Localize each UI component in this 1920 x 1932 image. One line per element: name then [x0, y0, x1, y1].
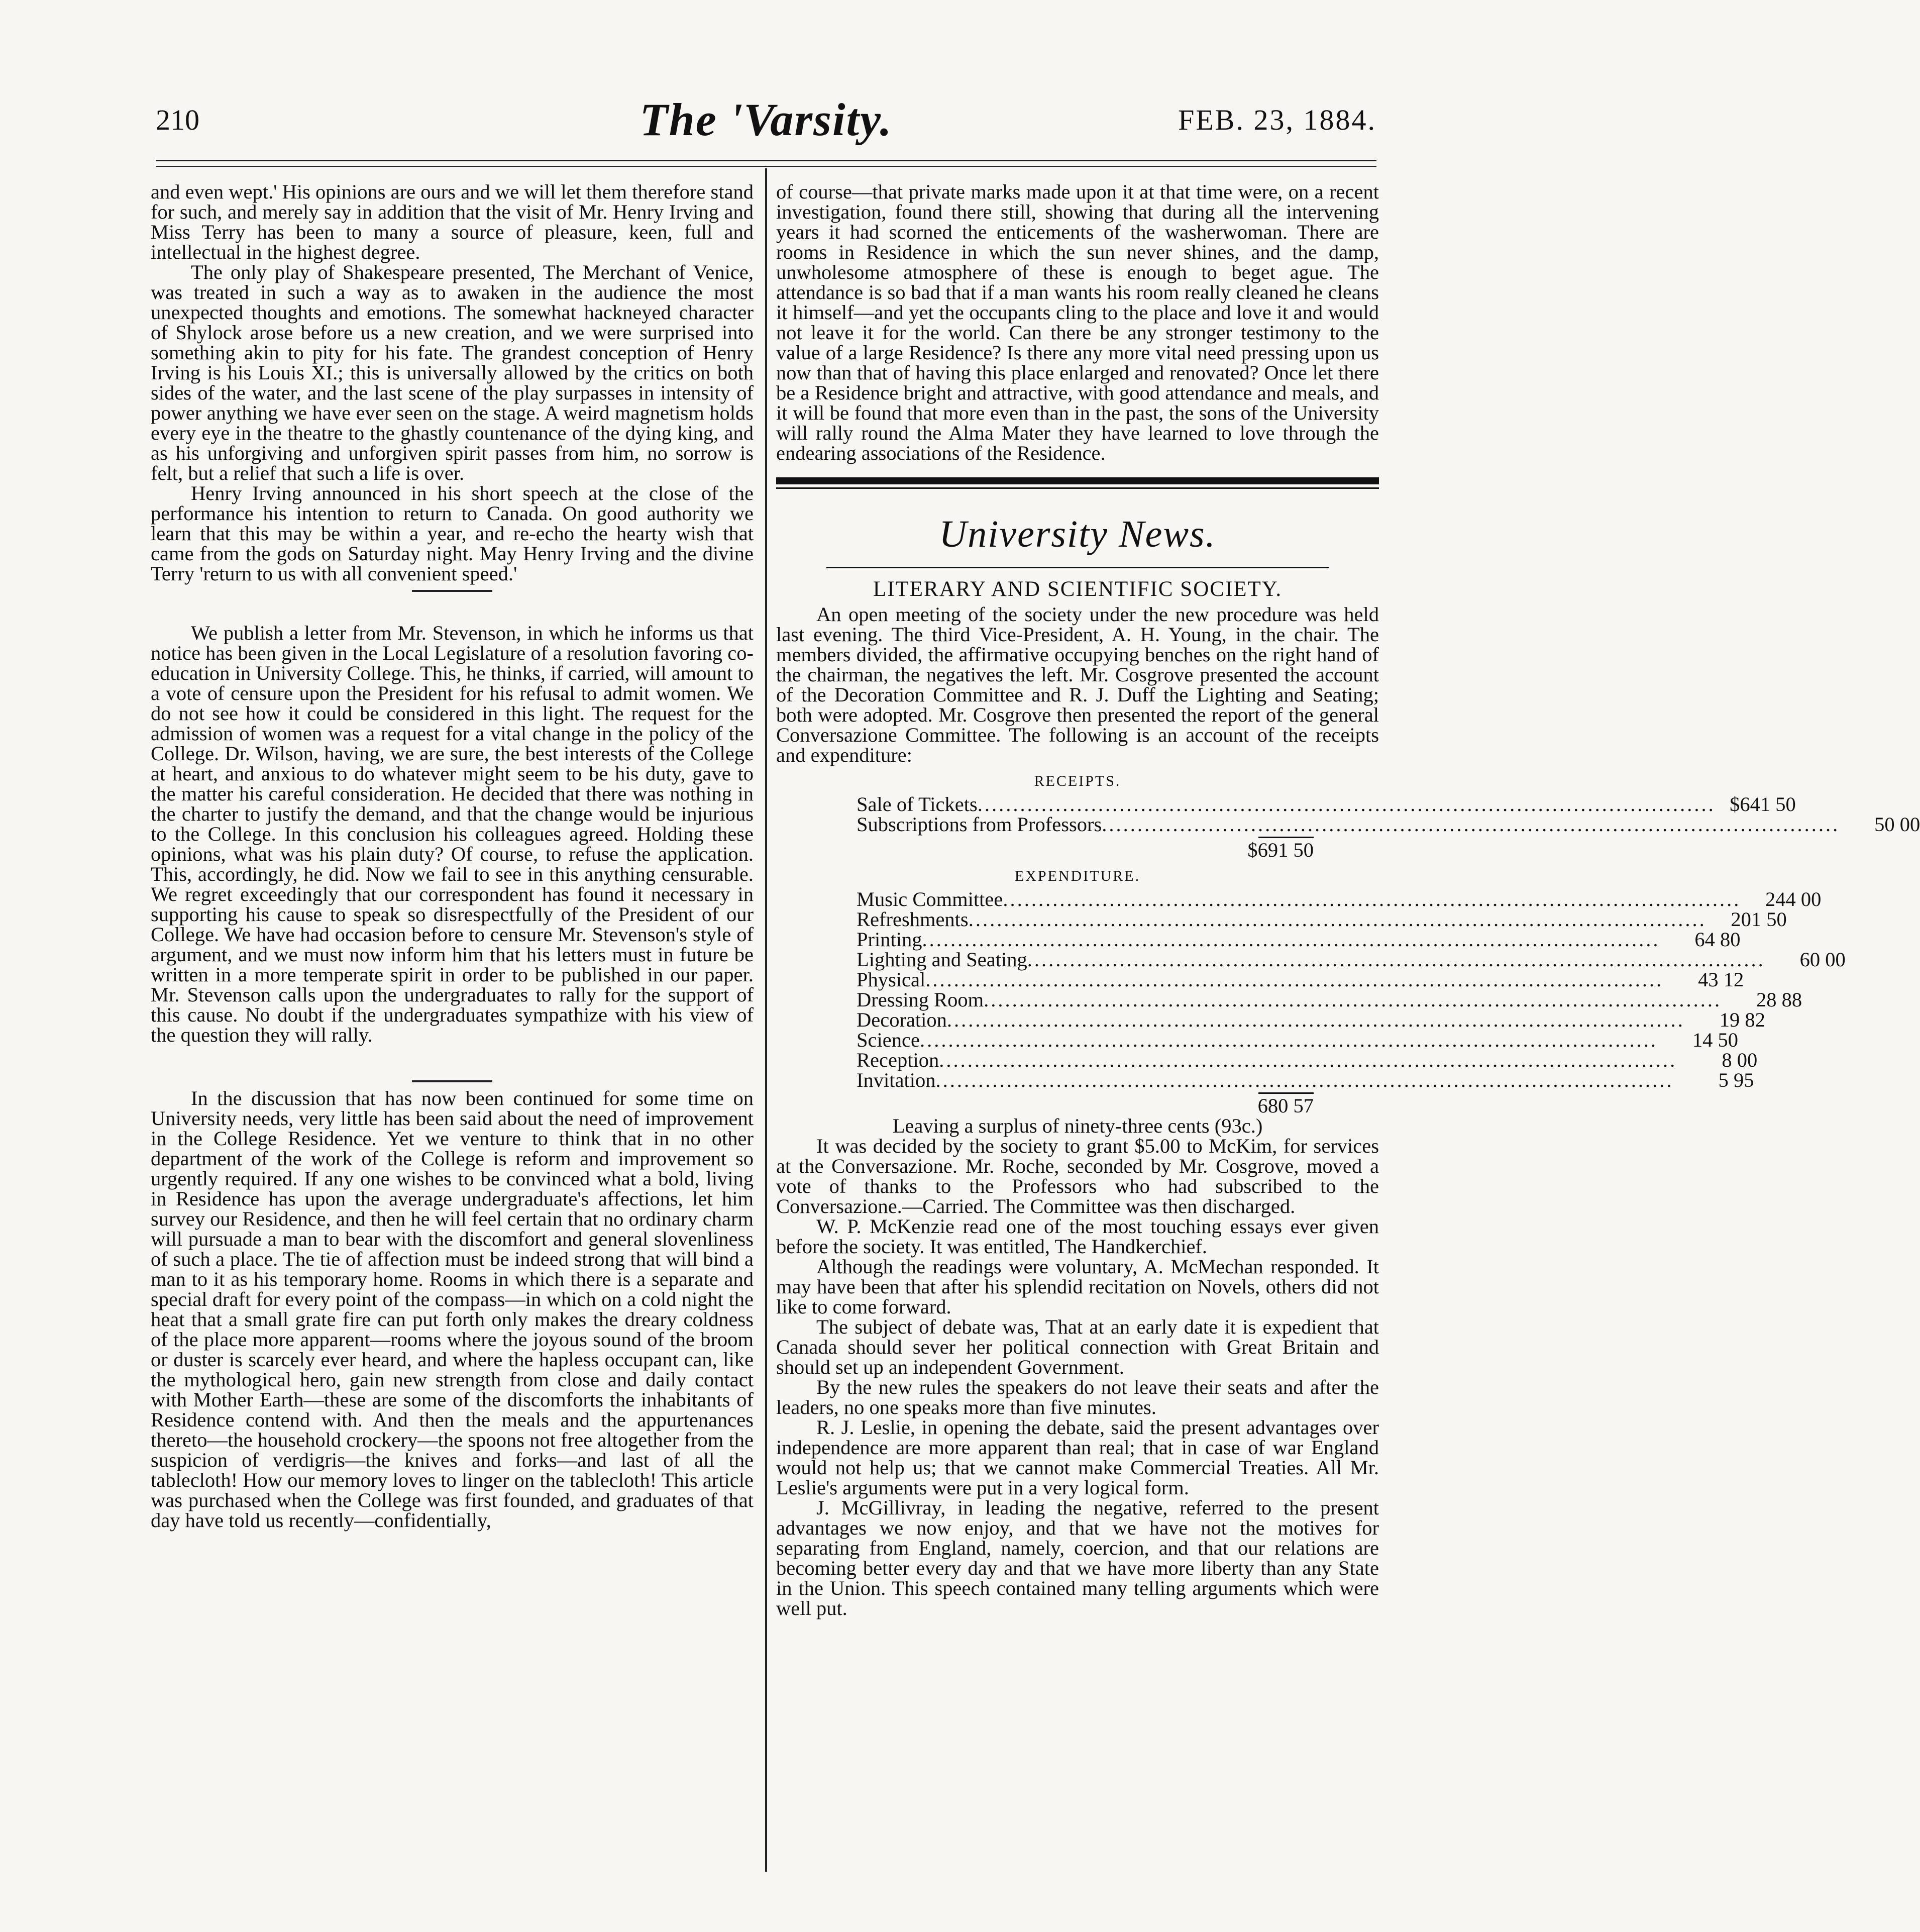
receipts-heading: RECEIPTS.	[1034, 773, 1121, 789]
ledger-row	[857, 928, 1741, 951]
paragraph: It was decided by the society to grant $5.00 to McKim, for services at the Conversazione. Mr. Roche, seconded by Mr. Cosgrove, moved a vote of thanks to the Professors who had subscribed to the Conversazione.—Carried. The Committee was then discharged.	[776, 1135, 1379, 1217]
leader-dots: ........................................................................................................	[977, 793, 1716, 816]
ledger-amount: 28 88	[1756, 988, 1802, 1011]
ledger-amount: 19 82	[1719, 1008, 1765, 1031]
leader-dots: ........................................................................................................	[1003, 888, 1741, 910]
ledger-amount: 201 50	[1731, 908, 1787, 931]
header-rule	[156, 160, 1376, 161]
leader-dots: ........................................................................................................	[968, 908, 1706, 931]
ledger-row	[857, 988, 1802, 1011]
surplus-line: Leaving a surplus of ninety-three cents (93c.)	[892, 1114, 1263, 1137]
paragraph: An open meeting of the society under the new procedure was held last evening. The third Vice-President, A. H. Young, in the chair. The members divided, the affirmative occupying benches on the right hand of the chairman, the negatives the left. Mr. Cosgrove presented the account of the Decoration Committee and R. J. Duff the Lighting and Seating; both were adopted. Mr. Cosgrove then presented the report of the general Conversazione Committee. The following is an account of the receipts and expenditure:	[776, 603, 1379, 766]
ledger-amount: 5 95	[1718, 1069, 1754, 1091]
paragraph: of course—that private marks made upon it at that time were, on a recent investigation, found there still, showing that during all the intervening years it had scorned the enticements of the washerwoman. There are rooms in Residence in which the sun never shines, and the damp, unwholesome atmosphere of these is enough to beget ague. The attendance is so bad that if a man wants his room really cleaned he cleans it himself—and yet the occupants cling to the place and love it and would not leave it for the world. Can there be any stronger testimony to the value of a large Residence? Is there any more vital need pressing upon us now than that of having this place enlarged and renovated? Once let there be a Residence bright and attractive, with good attendance and meals, and it will be found that more even than in the past, the sons of the University will rally round the Alma Mater they have learned to love through the endearing associations of the Residence.	[776, 180, 1379, 464]
ledger-row	[857, 1069, 1754, 1091]
ledger-row	[857, 888, 1822, 910]
ledger-row	[857, 1008, 1765, 1031]
leader-dots: ........................................................................................................	[946, 1008, 1685, 1031]
ledger-amount: 60 00	[1799, 948, 1846, 971]
separator-rule	[412, 590, 492, 592]
leader-dots: ........................................................................................................	[925, 968, 1664, 991]
expenditure-table	[857, 888, 1846, 1091]
paragraph: The only play of Shakespeare presented, The Merchant of Venice, was treated in such a way as to awaken in the audience the most unexpected thoughts and emotions. The somewhat hackneyed character of Shylock arose before us a new creation, and we were surprised into something akin to pity for his fate. The grandest conception of Henry Irving is his Louis XI.; this is universally allowed by the critics on both sides of the water, and the last scene of the play surpasses in intensity of power anything we have ever seen on the stage. A weird magnetism holds every eye in the theatre to the ghastly countenance of the dying king, and as his unforgiving and unforgiven spirit passes from him, no sorrow is felt, but a relief that such a life is over.	[151, 261, 754, 484]
leader-dots: ........................................................................................................	[984, 988, 1722, 1011]
ledger-item: Refreshments	[857, 908, 969, 931]
ledger-item: Sale of Tickets	[857, 793, 978, 816]
separator-rule	[412, 1080, 492, 1082]
total-rule	[1258, 1092, 1314, 1094]
column-divider	[765, 168, 767, 1872]
paragraph: We publish a letter from Mr. Stevenson, in which he informs us that notice has been given in the Local Legislature of a resolution favoring co-education in University College. This, he thinks, if carried, will amount to a vote of censure upon the President for his refusal to admit women. We do not see how it could be considered in this light. The request for the admission of women was a request for a vital change in the policy of the College. Dr. Wilson, having, we are sure, the best interests of the College at heart, and anxious to do whatever might seem to be his duty, gave to the matter his careful consideration. He decided that there was nothing in the charter to justify the demand, and that the change would be injurious to the College. In this conclusion his colleagues agreed. Holding these opinions, what was his plain duty? Of course, to refuse the application. This, accordingly, he did. Now we fail to see in this anything censurable. We regret exceedingly that our correspondent has found it necessary in supporting his cause to speak so disrespectfully of the President of our College. We have had occasion before to censure Mr. Stevenson's style of argument, and we must now inform him that his letters must in future be written in a more temperate spirit in order to be published in our paper. Mr. Stevenson calls upon the undergraduates to rally for the support of this cause. No doubt if the undergraduates sympathize with his view of the question they will rally.	[151, 622, 754, 1046]
society-heading: LITERARY AND SCIENTIFIC SOCIETY.	[873, 577, 1283, 601]
left-column	[151, 182, 754, 1531]
leader-dots: ........................................................................................................	[935, 1069, 1674, 1091]
ledger-amount: 244 00	[1765, 888, 1822, 910]
page-header	[156, 93, 1376, 153]
leader-dots: ........................................................................................................	[922, 928, 1660, 951]
leader-dots: ........................................................................................................	[1027, 948, 1765, 971]
ledger-row	[857, 968, 1744, 991]
receipts-total: $691 50	[1247, 839, 1314, 861]
ledger-item: Dressing Room	[857, 988, 984, 1011]
paragraph: Although the readings were voluntary, A. McMechan responded. It may have been that after his splendid recitation on Novels, others did not like to come forward.	[776, 1255, 1379, 1318]
issue-date: FEB. 23, 1884.	[1178, 104, 1376, 136]
ledger-amount: 8 00	[1722, 1049, 1758, 1071]
ledger-item: Printing	[857, 928, 922, 951]
ledger-item: Physical	[857, 968, 926, 991]
ledger-amount: 43 12	[1698, 968, 1744, 991]
ledger-row	[857, 1049, 1758, 1071]
ledger-row	[857, 948, 1846, 971]
section-heading: University News.	[939, 513, 1216, 555]
paragraph: R. J. Leslie, in opening the debate, said the present advantages over independence are more apparent than real; that in case of war England would not help us; that we cannot make Commercial Treaties. All Mr. Leslie's arguments were put in a very logical form.	[776, 1416, 1379, 1499]
paragraph: J. McGillivray, in leading the negative, referred to the present advantages we now enjoy, and that we have not the motives for separating from England, namely, coercion, and that our relations are becoming better every day and that we have more liberty than any State in the Union. This speech contained many telling arguments which were well put.	[776, 1496, 1379, 1619]
ledger-amount: 50 00	[1874, 813, 1920, 836]
paragraph: W. P. McKenzie read one of the most touching essays ever given before the society. It was entitled, The Handkerchief.	[776, 1215, 1379, 1258]
ledger-item: Decoration	[857, 1008, 947, 1031]
receipts-table	[857, 793, 1920, 836]
ledger-amount: 64 80	[1694, 928, 1741, 951]
heading-rule	[826, 567, 1329, 568]
ledger-row	[857, 793, 1796, 816]
ledger-item: Science	[857, 1029, 920, 1051]
ledger-item: Reception	[857, 1049, 939, 1071]
paragraph: and even wept.' His opinions are ours and we will let them therefore stand for such, and merely say in addition that the visit of Mr. Henry Irving and Miss Terry has been to many a source of pleasure, keen, full and intellectual in the highest degree.	[151, 180, 754, 263]
ledger-row	[857, 813, 1920, 836]
ledger-item: Music Committee	[857, 888, 1003, 910]
ledger-amount: 14 50	[1692, 1029, 1738, 1051]
total-rule	[1258, 837, 1314, 838]
paragraph: Henry Irving announced in his short speech at the close of the performance his intention to return to Canada. On good authority we learn that this may be within a year, and re-echo the hearty wish that came from the gods on Saturday night. May Henry Irving and the divine Terry 'return to us with all convenient speed.'	[151, 482, 754, 585]
section-rule-thick	[776, 477, 1379, 484]
paragraph: By the new rules the speakers do not leave their seats and after the leaders, no one speaks more than five minutes.	[776, 1376, 1379, 1418]
masthead-title: The 'Varsity.	[639, 94, 893, 145]
expenditure-total: 680 57	[1257, 1094, 1314, 1117]
paragraph: In the discussion that has now been continued for some time on University needs, very little has been said about the need of improvement in the College Residence. Yet we venture to think that in no other department of the work of the College is reform and improvement so urgently required. If any one wishes to be convinced what a bold, living in Residence has upon the average undergraduate's affections, let him survey our Residence, and then he will feel certain that no ordinary charm will pursuade a man to bear with the discomfort and general slovenliness of such a place. The tie of affection must be indeed strong that will bind a man to it as his temporary home. Rooms in which there is a separate and special draft for every point of the compass—in which on a cold night the heat that a small grate fire can put forth only makes the dreary coldness of the place more apparent—rooms where the joyous sound of the broom or duster is scarcely ever heard, and where the hapless occupant can, like the mythological hero, gain new strength from close and daily contact with Mother Earth—these are some of the discomforts the inhabitants of Residence contend with. And then the meals and the appurtenances thereto—the household crockery—the spoons not free altogether from the suspicion of verdigris—the knives and forks—and last of all the tablecloth! How our memory loves to linger on the tablecloth! This article was purchased when the College was first founded, and graduates of that day have told us recently—confidentially,	[151, 1087, 754, 1532]
leader-dots: ........................................................................................................	[939, 1049, 1677, 1071]
page-number: 210	[156, 104, 199, 136]
paragraph: The subject of debate was, That at an early date it is expedient that Canada should sever her political connection with Great Britain and should set up an independent Government.	[776, 1315, 1379, 1378]
section-rule-thin	[776, 487, 1379, 489]
ledger-amount: $641 50	[1730, 793, 1796, 816]
right-column	[776, 180, 1920, 1619]
leader-dots: ........................................................................................................	[1102, 813, 1840, 836]
header-rule	[156, 166, 1376, 167]
leader-dots: ........................................................................................................	[919, 1029, 1658, 1051]
expenditure-heading: EXPENDITURE.	[1014, 868, 1141, 884]
ledger-row	[857, 1029, 1738, 1051]
ledger-item: Lighting and Seating	[857, 948, 1027, 971]
ledger-item: Subscriptions from Professors	[857, 813, 1102, 836]
ledger-row	[857, 908, 1787, 931]
ledger-item: Invitation	[857, 1069, 936, 1091]
